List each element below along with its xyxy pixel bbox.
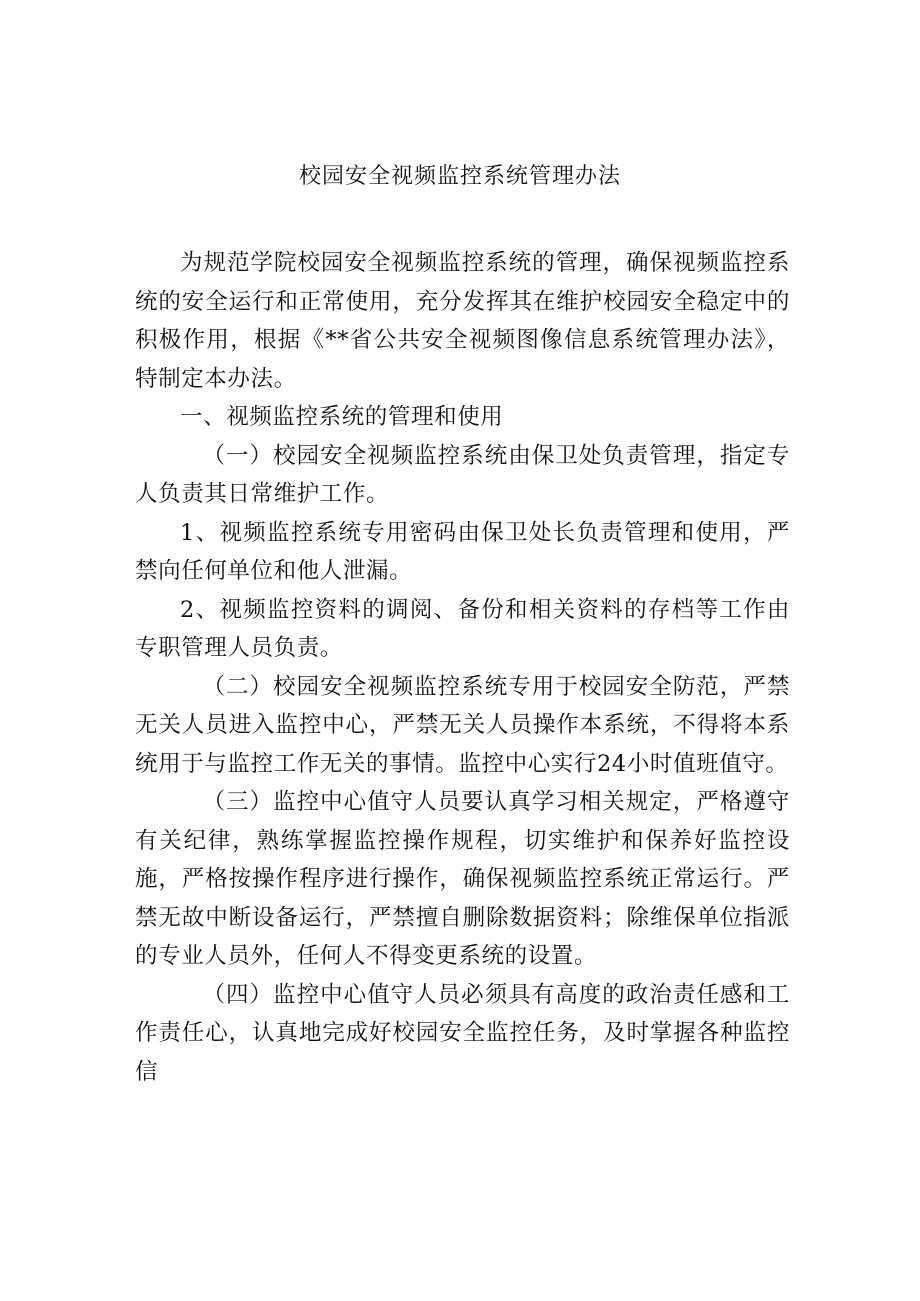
clause-3: （三）监控中心值守人员要认真学习相关规定，严格遵守有关纪律，熟练掌握监控操作规程，切实维护和保养好监控设施，严格按操作程序进行操作，确保视频监控系统正常运行。严禁无故中断设备运行，严禁擅自删除数据资料；除维保单位指派的专业人员外，任何人不得变更系统的设置。 (135, 789, 790, 969)
document-body (135, 244, 790, 1091)
intro-paragraph: 为规范学院校园安全视频监控系统的管理，确保视频监控系统的安全运行和正常使用，充分发挥其在维护校园安全稳定中的积极作用，根据《**省公共安全视频图像信息系统管理办法》，特制定本办法。 (135, 250, 790, 392)
clause-2: （二）校园安全视频监控系统专用于校园安全防范，严禁无关人员进入监控中心，严禁无关人员操作本系统，不得将本系统用于与监控工作无关的事情。监控中心实行24小时值班值守。 (135, 673, 790, 777)
clause-1-item-2: 2、视频监控资料的调阅、备份和相关资料的存档等工作由专职管理人员负责。 (135, 596, 790, 661)
clause-1: （一）校园安全视频监控系统由保卫处负责管理，指定专人负责其日常维护工作。 (135, 442, 790, 507)
clause-4: （四）监控中心值守人员必须具有高度的政治责任感和工作责任心，认真地完成好校园安全监控任务，及时掌握各种监控信 (135, 981, 790, 1085)
clause-1-item-1: 1、视频监控系统专用密码由保卫处长负责管理和使用，严禁向任何单位和他人泄漏。 (135, 519, 790, 584)
document-title: 校园安全视频监控系统管理办法 (298, 164, 621, 189)
section-heading-1: 一、视频监控系统的管理和使用 (180, 404, 504, 430)
